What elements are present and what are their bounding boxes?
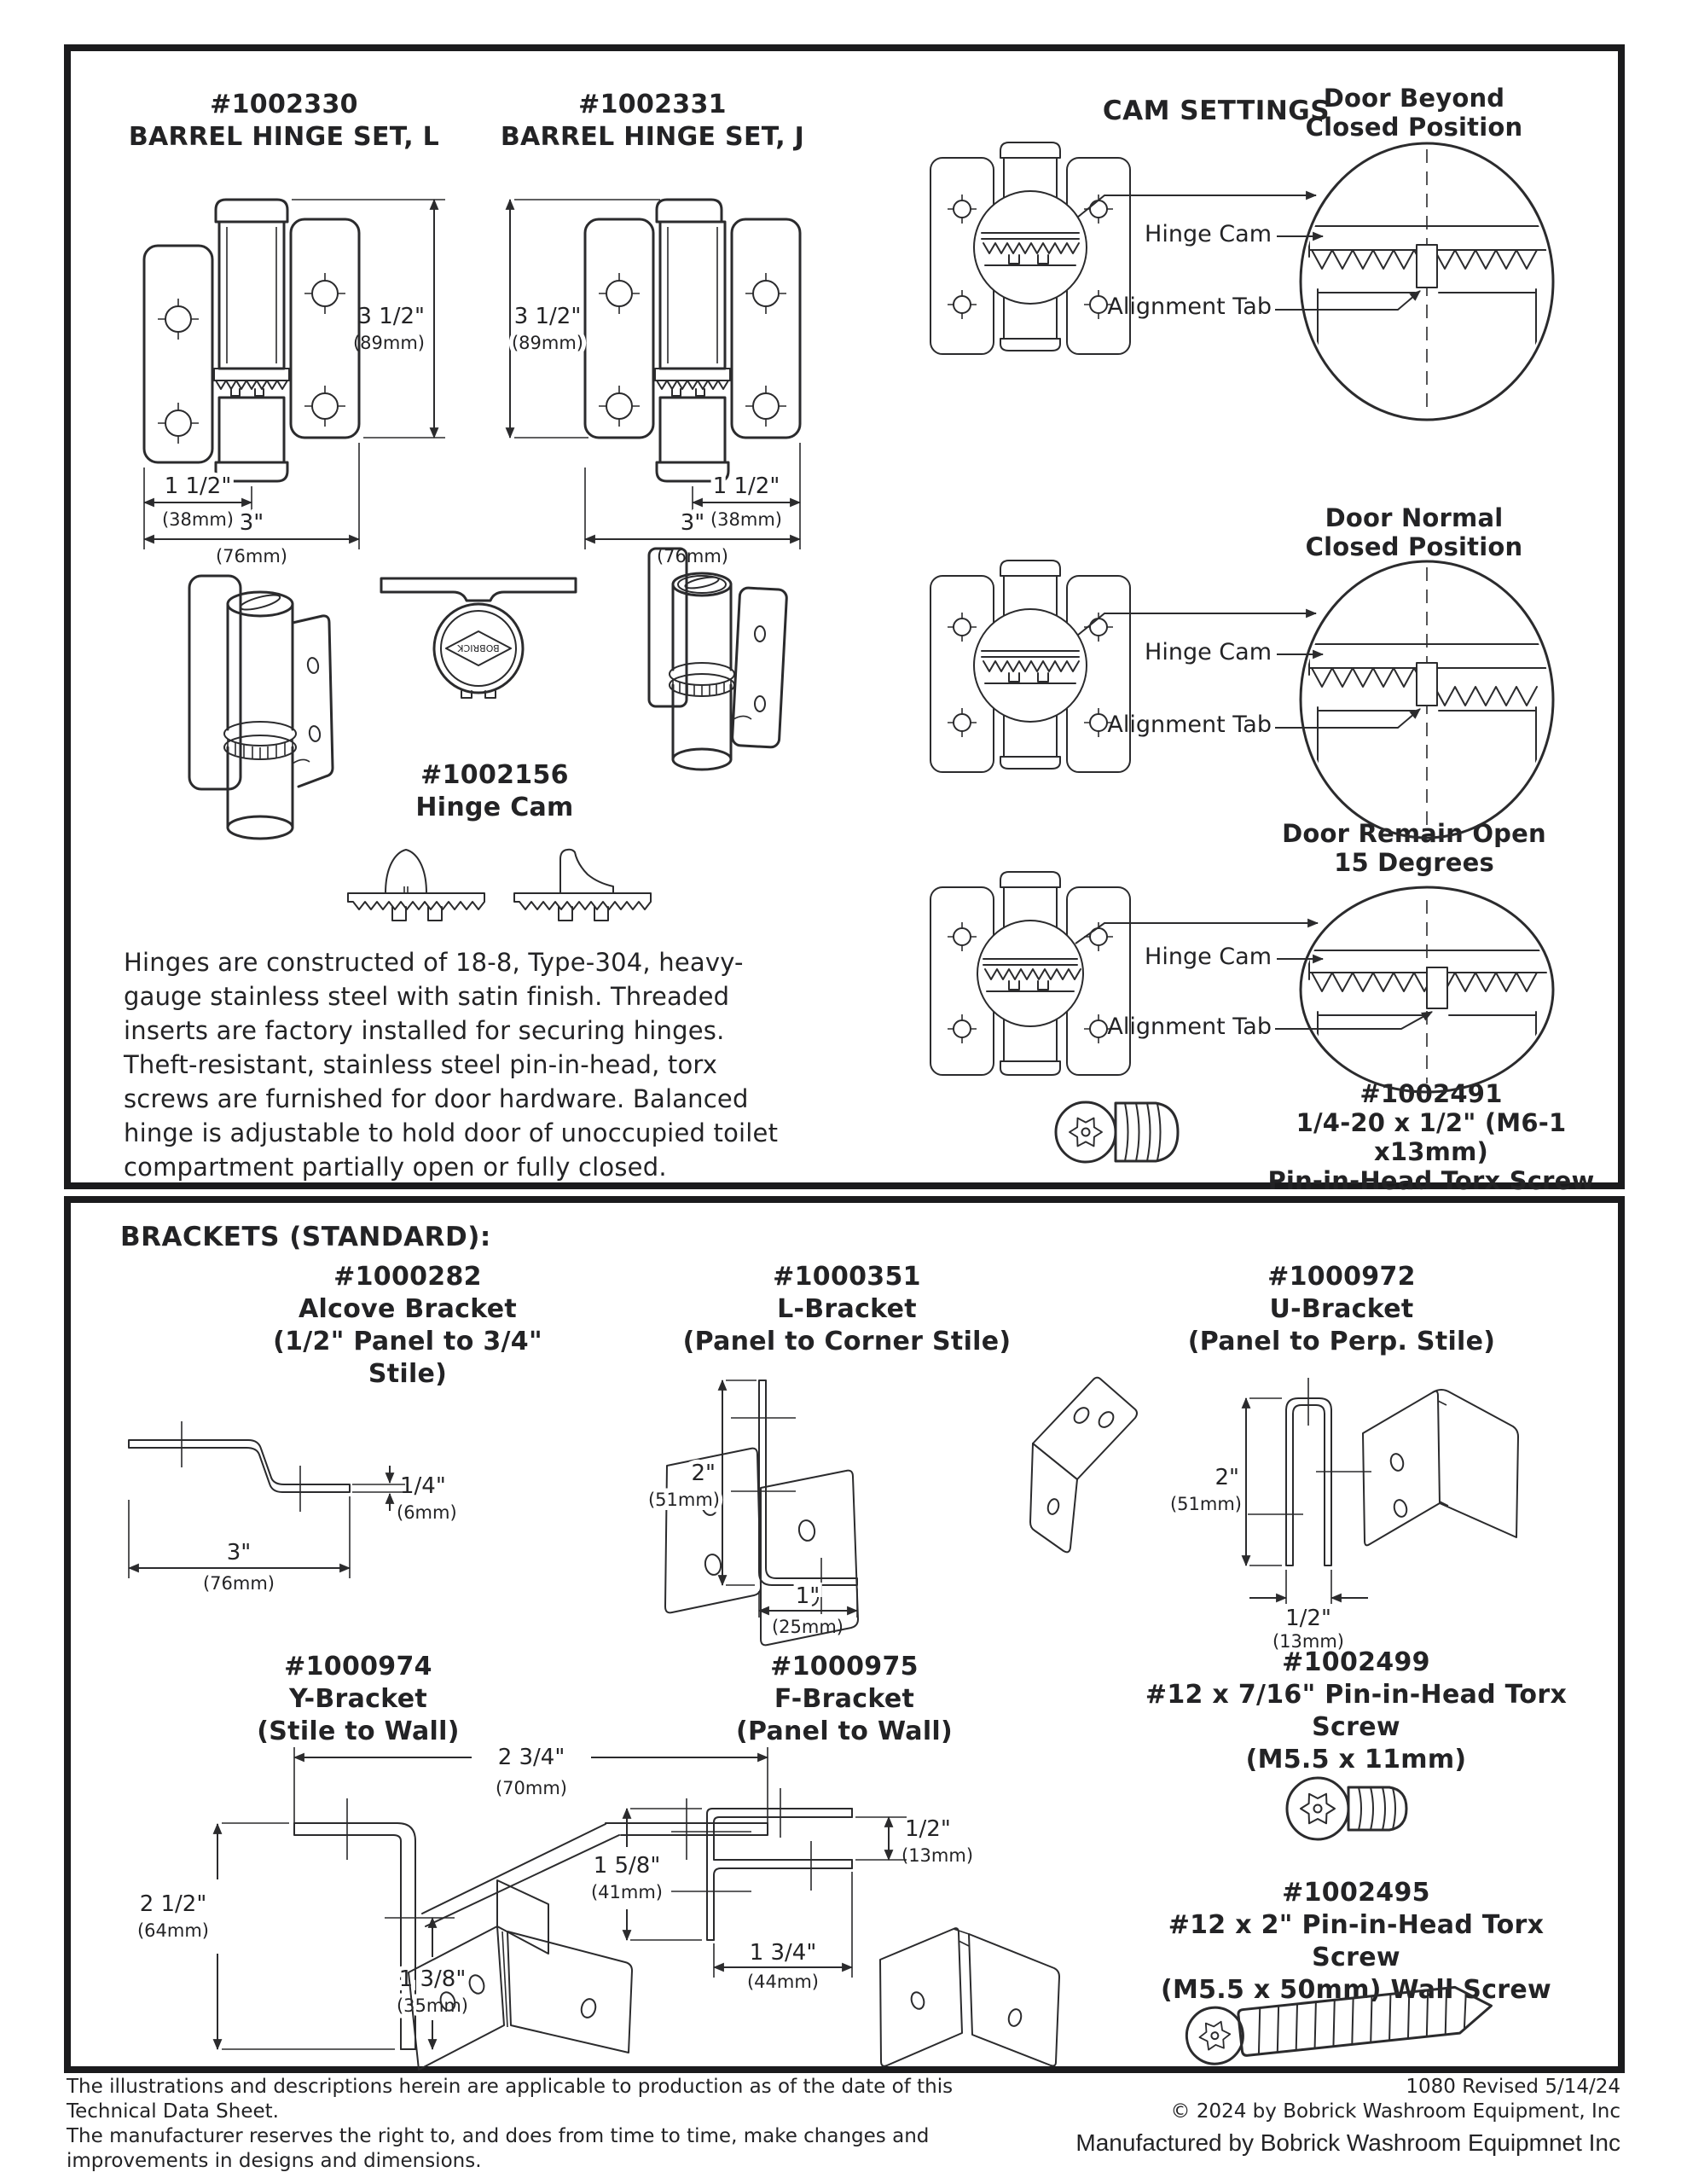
hinge-j-width-dim: 3" bbox=[680, 510, 705, 536]
f-bottom-mm: (44mm) bbox=[746, 1972, 820, 1992]
screw-holes bbox=[158, 273, 345, 444]
hinge-j-height-dim: 3 1/2" bbox=[513, 304, 582, 329]
screw-small-drawing bbox=[1282, 1757, 1427, 1860]
hinge-description: Hinges are constructed of 18-8, Type-304, heavy-gauge stainless steel with satin finish. Threaded inserts are factory installed for securing hinges. Theft-resistant, stainless steel pin-in-head, torx screws are furnished for door hardware. Balanced hinge is adjustable to hold door of unoccupied toilet compartment partially open or fully closed. bbox=[124, 948, 779, 1182]
screw-wall-drawing bbox=[1180, 1958, 1512, 2069]
hinge-cam-label: Hinge Cam bbox=[1145, 944, 1272, 970]
screw-1002491-name: Pin-in-Head Torx Screw bbox=[1267, 1166, 1595, 1195]
cam-setting-group-1 bbox=[924, 115, 1623, 439]
alcove-width-dim: 3" bbox=[226, 1540, 252, 1565]
l-height-mm: (51mm) bbox=[647, 1490, 720, 1510]
l-bracket-title: #1000351 L-Bracket (Panel to Corner Stile) bbox=[682, 1262, 1012, 1356]
hinge-l-width-mm: (76mm) bbox=[215, 546, 288, 566]
screw-small-title: #1002499 #12 x 7/16" Pin-in-Head Torx Screw (M5.5 x 11mm) bbox=[1145, 1647, 1568, 1774]
alcove-bracket-title: #1000282 Alcove Bracket (1/2" Panel to 3/4" Stile) bbox=[273, 1262, 542, 1389]
hinge-l-offset-mm: (38mm) bbox=[161, 509, 235, 530]
hinge-l-height-mm: (89mm) bbox=[352, 333, 425, 353]
l-bracket-profile bbox=[647, 1365, 874, 1638]
hinge-cam-title bbox=[324, 759, 665, 824]
screw-1002491-spec: 1/4-20 x 1/2" (M6-1 x13mm) bbox=[1296, 1108, 1567, 1166]
mini-hinge bbox=[930, 142, 1130, 354]
hinge-cam-label: Hinge Cam bbox=[1145, 221, 1272, 247]
f-right-mm: (13mm) bbox=[901, 1845, 974, 1866]
f-bottom-dim: 1 3/4" bbox=[749, 1940, 817, 1966]
y-left-dim: 2 1/2" bbox=[139, 1891, 207, 1917]
hinge-j-offset-mm: (38mm) bbox=[710, 509, 783, 530]
l-height-dim: 2" bbox=[691, 1461, 716, 1486]
brackets-section-box bbox=[64, 1196, 1625, 2073]
hinge-cam-profile-1 bbox=[341, 842, 495, 938]
alignment-tab-label: Alignment Tab bbox=[1107, 293, 1272, 320]
hinge-l-id: #1002330 bbox=[210, 90, 358, 119]
hinge-cam-name: Hinge Cam bbox=[415, 793, 574, 822]
cam-detail bbox=[1309, 567, 1546, 832]
cam-setting-group-2 bbox=[924, 533, 1623, 857]
y-top-mm: (70mm) bbox=[495, 1778, 568, 1798]
hinge-l-title bbox=[113, 89, 455, 154]
mini-hinge bbox=[930, 872, 1130, 1075]
f-right-dim: 1/2" bbox=[905, 1816, 951, 1842]
l-width-mm: (25mm) bbox=[771, 1617, 844, 1637]
alignment-tab-label: Alignment Tab bbox=[1107, 1014, 1272, 1040]
hinge-cam-label: Hinge Cam bbox=[1145, 639, 1272, 665]
cam-position-3-header: Door Remain Open 15 Degrees bbox=[1282, 819, 1546, 877]
hinge-section-box bbox=[64, 44, 1625, 1195]
cam-detail bbox=[1309, 900, 1546, 1083]
hinge-j-id: #1002331 bbox=[578, 90, 727, 119]
alcove-thickness-dim: 1/4" bbox=[400, 1473, 446, 1499]
u-height-mm: (51mm) bbox=[1169, 1494, 1242, 1514]
hinge-l-height-dim: 3 1/2" bbox=[357, 304, 425, 329]
cam-position-2-header: Door Normal Closed Position bbox=[1305, 503, 1523, 561]
screw-holes bbox=[599, 273, 786, 427]
screw-1002491-id: #1002491 bbox=[1359, 1079, 1503, 1108]
hinge-j-3d-drawing bbox=[641, 542, 790, 791]
y-top-dim: 2 3/4" bbox=[497, 1745, 565, 1770]
alcove-thickness-mm: (6mm) bbox=[397, 1502, 457, 1523]
hinge-cam-id: #1002156 bbox=[420, 760, 569, 790]
footer-left bbox=[67, 2075, 971, 2174]
alcove-bracket-profile bbox=[124, 1414, 525, 1598]
f-bracket-title: #1000975 F-Bracket (Panel to Wall) bbox=[735, 1652, 953, 1746]
screw-wall-title: #1002495 #12 x 2" Pin-in-Head Torx Screw (M5.5 x 50mm) Wall Screw bbox=[1160, 1878, 1552, 2005]
footer-line-2: The manufacturer reserves the right to, and does from time to time, make changes and improvements in designs and dimensions. bbox=[67, 2125, 930, 2172]
l-bracket-3d bbox=[1009, 1368, 1141, 1569]
f-left-mm: (41mm) bbox=[590, 1882, 664, 1902]
alignment-tab-label: Alignment Tab bbox=[1107, 712, 1272, 738]
f-left-dim: 1 5/8" bbox=[593, 1853, 661, 1879]
hinge-cam-profile-2 bbox=[507, 842, 661, 938]
y-inner-mm: (35mm) bbox=[396, 1995, 469, 2016]
u-bracket-3d bbox=[1354, 1367, 1525, 1550]
hinge-j-offset-dim: 1 1/2" bbox=[712, 473, 780, 499]
u-width-dim: 1/2" bbox=[1285, 1606, 1331, 1631]
footer-line-1: The illustrations and descriptions herein are applicable to production as of the date of this Technical Data Sheet. bbox=[67, 2076, 954, 2123]
hinge-l-offset-dim: 1 1/2" bbox=[164, 473, 232, 499]
hinge-j-height-mm: (89mm) bbox=[511, 333, 584, 353]
cam-setting-group-3 bbox=[924, 853, 1623, 1109]
l-width-dim: 1" bbox=[795, 1583, 820, 1609]
y-left-mm: (64mm) bbox=[136, 1920, 210, 1941]
y-bracket-title: #1000974 Y-Bracket (Stile to Wall) bbox=[257, 1652, 460, 1746]
cam-position-1-header: Door Beyond Closed Position bbox=[1305, 84, 1523, 142]
u-width-mm: (13mm) bbox=[1272, 1631, 1345, 1652]
hinge-j-width-mm: (76mm) bbox=[656, 546, 729, 566]
u-height-dim: 2" bbox=[1215, 1465, 1239, 1490]
f-bracket-3d bbox=[868, 1907, 1069, 2069]
hinge-j-name: BARREL HINGE SET, J bbox=[500, 122, 805, 152]
hinge-j-front-drawing bbox=[493, 174, 813, 571]
footer-copyright: © 2024 by Bobrick Washroom Equipment, Inc bbox=[1170, 2100, 1620, 2123]
cam-settings-title: CAM SETTINGS bbox=[1102, 96, 1330, 126]
bobrick-stamp: BOBRICK bbox=[457, 642, 500, 653]
hinge-l-3d-drawing bbox=[179, 563, 341, 887]
u-bracket-profile bbox=[1169, 1344, 1384, 1652]
manufactured-by: Manufactured by Bobrick Washroom Equipmnet Inc bbox=[1075, 2129, 1620, 2156]
u-bracket-title: #1000972 U-Bracket (Panel to Perp. Stile) bbox=[1187, 1262, 1496, 1356]
footer-right bbox=[938, 2075, 1620, 2124]
hinge-l-front-drawing bbox=[131, 174, 451, 571]
hinge-cam-top-drawing bbox=[376, 556, 581, 727]
brackets-heading: BRACKETS (STANDARD): bbox=[120, 1222, 491, 1252]
mini-hinge bbox=[930, 561, 1130, 772]
hinge-j-title bbox=[482, 89, 823, 154]
y-inner-dim: 1 3/8" bbox=[398, 1966, 467, 1992]
hinge-l-width-dim: 3" bbox=[239, 510, 264, 536]
footer-revision: 1080 Revised 5/14/24 bbox=[1406, 2076, 1620, 2098]
cam-detail bbox=[1309, 149, 1546, 414]
hinge-l-name: BARREL HINGE SET, L bbox=[128, 122, 440, 152]
alcove-width-mm: (76mm) bbox=[202, 1573, 275, 1594]
